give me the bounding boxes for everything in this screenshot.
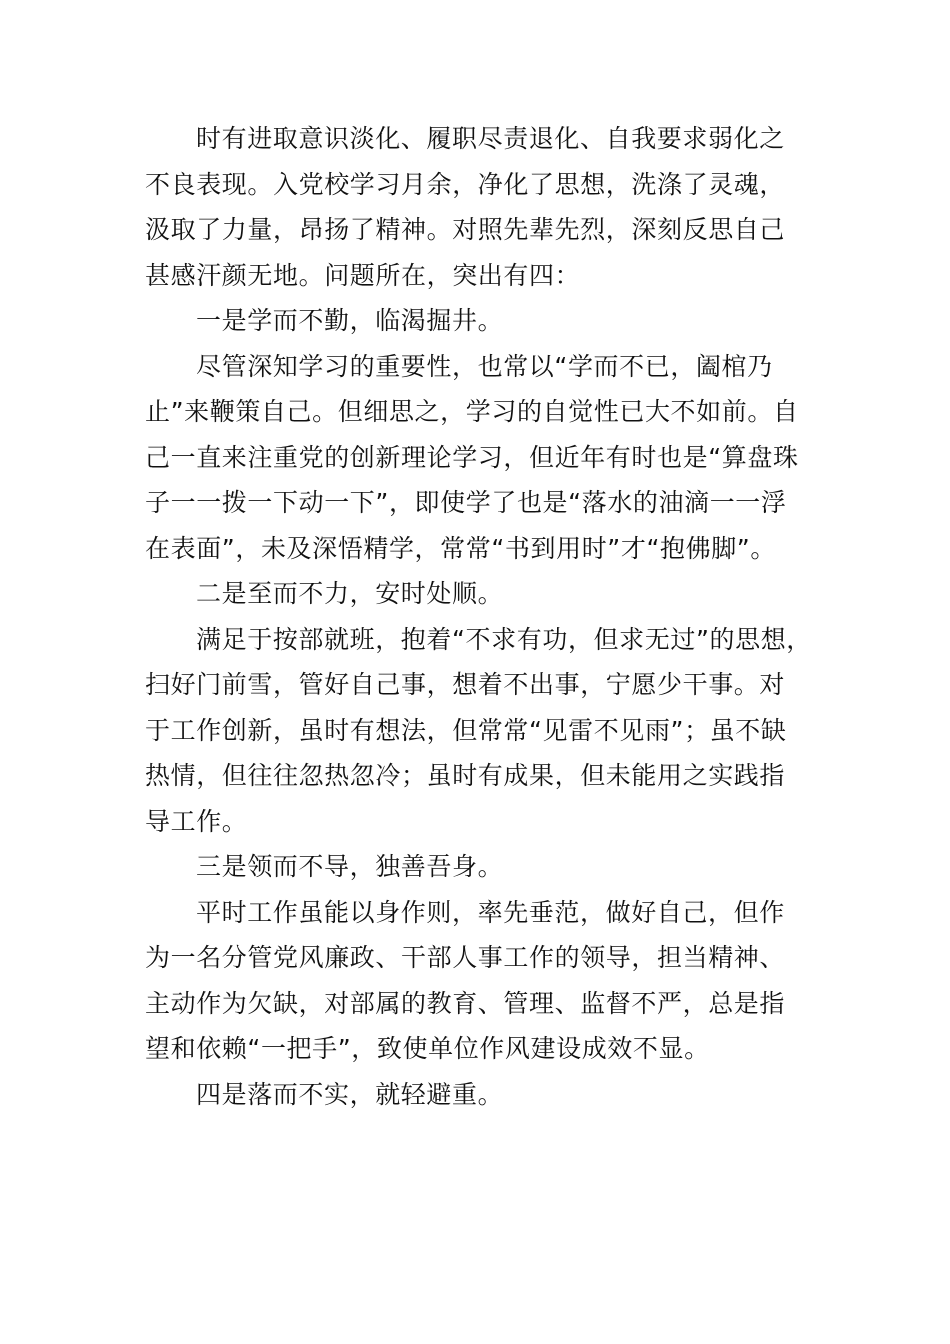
paragraph-line: 满足于按部就班，抱着“不求有功，但求无过”的思想， [196,624,812,654]
section-heading-4: 四是落而不实，就轻避重。 [196,1079,504,1109]
paragraph-line: 时有进取意识淡化、履职尽责退化、自我要求弱化之 [196,124,785,153]
section-heading-3: 三是领而不导，独善吾身。 [196,852,504,881]
paragraph-line: 平时工作虽能以身作则，率先垂范，做好自己，但作 [196,897,785,927]
paragraph-line: 汲取了力量，昂扬了精神。对照先辈先烈，深刻反思自己 [145,215,786,244]
paragraph-line: 导工作。 [145,806,248,836]
paragraph-line: 己一直来注重党的创新理论学习，但近年有时也是“算盘珠 [145,442,799,472]
paragraph-line: 止”来鞭策自己。但细思之，学习的自觉性已大不如前。自 [145,397,799,426]
paragraph-line: 望和依赖“一把手”，致使单位作风建设成效不显。 [145,1034,710,1063]
paragraph-line: 子一一拨一下动一下”，即使学了也是“落水的油滴一一浮 [145,488,787,517]
paragraph-line: 在表面”，未及深悟精学，常常“书到用时”才“抱佛脚”。 [145,533,776,563]
paragraph-line: 为一名分管党风廉政、干部人事工作的领导，担当精神、 [145,943,786,972]
paragraph-line: 热情，但往往忽热忽冷；虽时有成果，但未能用之实践指 [145,761,786,790]
paragraph-line: 尽管深知学习的重要性，也常以“学而不已，阖棺乃 [196,351,773,381]
paragraph-line: 甚感汗颜无地。问题所在，突出有四： [145,260,581,290]
paragraph-line: 于工作创新，虽时有想法，但常常“见雷不见雨”；虽不缺 [145,715,787,745]
section-heading-1: 一是学而不勤，临渴掘井。 [196,306,504,335]
paragraph-line: 主动作为欠缺，对部属的教育、管理、监督不严，总是指 [145,988,786,1018]
paragraph-line: 扫好门前雪，管好自己事，想着不出事，宁愿少干事。对 [145,670,786,699]
section-heading-2: 二是至而不力，安时处顺。 [196,579,504,608]
paragraph-line: 不良表现。入党校学习月余，净化了思想，洗涤了灵魂， [145,169,786,199]
document-body [145,116,835,1117]
